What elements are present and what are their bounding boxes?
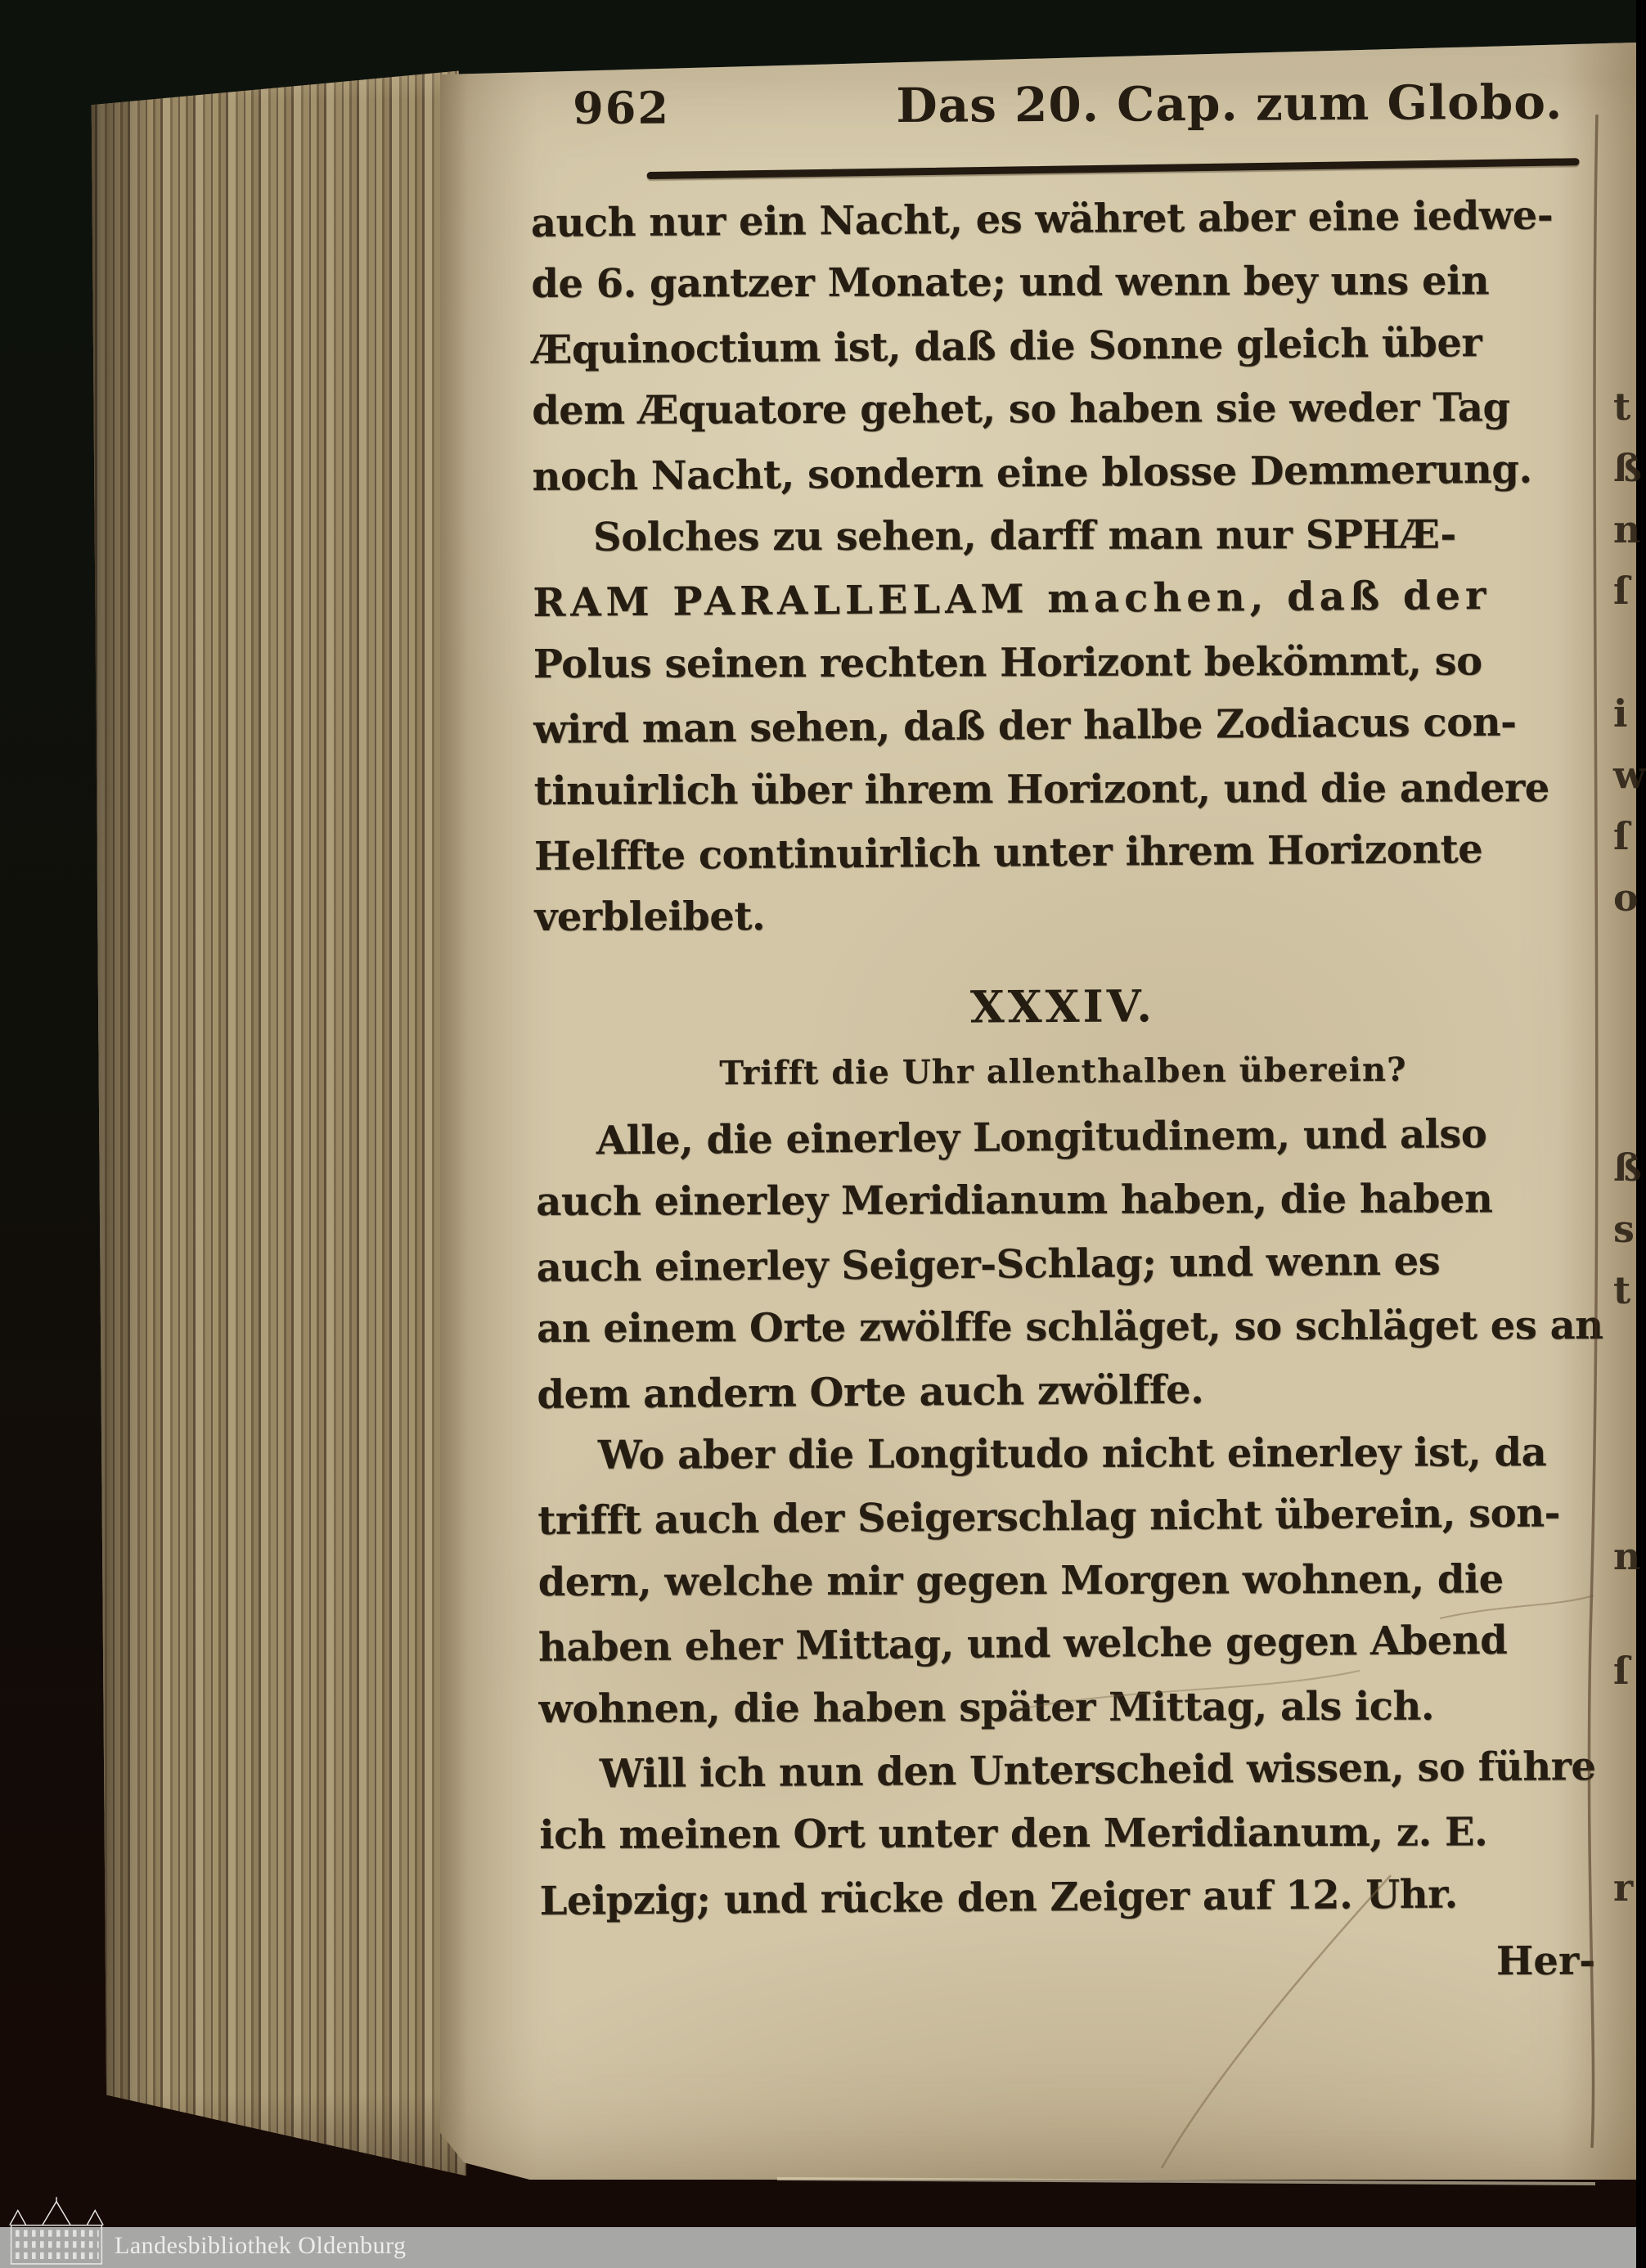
catchword: Her-: [1495, 1937, 1596, 1985]
text-line: ich meinen Ort unter den Meridianum, z. E.: [539, 1809, 1488, 1859]
letter-fragment: ſ: [1613, 1649, 1630, 1693]
text-line: Will ich nun den Unterscheid wissen, so führe: [599, 1743, 1596, 1798]
letter-fragment: w: [1613, 753, 1646, 797]
running-header-row: [530, 74, 1585, 136]
letter-fragment: t: [1613, 1268, 1631, 1312]
text-line: auch nur ein Nacht, es währet aber eine iedwe-: [530, 192, 1554, 246]
text-line: verbleibet.: [534, 893, 766, 941]
text-line: auch einerley Meridianum haben, die haben: [536, 1176, 1493, 1226]
running-header: Das 20. Cap. zum Globo.: [896, 74, 1563, 134]
text-line: dem andern Orte auch zwölffe.: [537, 1366, 1204, 1418]
letter-fragment: i: [1613, 691, 1628, 736]
section-question: Trifft die Uhr allenthalben überein?: [719, 1050, 1407, 1093]
letter-fragment: o: [1613, 875, 1639, 920]
text-line: Polus seinen rechten Horizont bekömmt, so: [533, 638, 1482, 687]
text-line: auch einerley Seiger-Schlag; und wenn es: [536, 1238, 1441, 1291]
text-line: wird man sehen, daß der halbe Zodiacus con-: [533, 699, 1517, 754]
text-line: dern, welche mir gegen Morgen wohnen, die: [537, 1556, 1504, 1605]
text-line: Alle, die einerley Longitudinem, und also: [596, 1111, 1487, 1164]
text-line: Æquinoctium ist, daß die Sonne gleich über: [531, 319, 1482, 373]
text-line: trifft auch der Seigerschlag nicht überein, son-: [537, 1490, 1561, 1545]
letter-fragment: t: [1613, 385, 1631, 429]
text-line: Wo aber die Longitudo nicht einerley ist, da: [597, 1429, 1547, 1478]
facing-page-letter-fragments: [1612, 0, 1646, 2268]
letter-fragment: n: [1613, 1534, 1641, 1578]
text-block-2: [536, 1111, 1603, 1941]
library-building-logo: [8, 2196, 105, 2266]
text-line: dem Æquatore gehet, so haben sie weder Tag: [532, 385, 1510, 434]
text-line: haben eher Mittag, und welche gegen Abend: [537, 1617, 1508, 1672]
letter-fragment: n: [1613, 507, 1641, 551]
text-line: RAM PARALLELAM machen, daß der: [533, 573, 1491, 627]
text-line: an einem Orte zwölffe schläget, so schläget es an: [536, 1303, 1603, 1352]
letter-fragment: ſ: [1613, 814, 1630, 858]
text-line: Leipzig; und rücke den Zeiger auf 12. Uhr.: [539, 1870, 1458, 1924]
library-name-label: Landesbibliothek Oldenburg: [115, 2232, 407, 2259]
book-fore-edge-stack: [82, 47, 466, 2178]
letter-fragment: s: [1613, 1207, 1635, 1251]
text-line: de 6. gantzer Monate; und wenn bey uns ein: [531, 258, 1490, 308]
section-number: XXXIV.: [969, 979, 1156, 1033]
text-block-1: [531, 194, 1590, 959]
text-line: noch Nacht, sondern eine blosse Demmerung.: [532, 446, 1532, 500]
text-line: wohnen, die haben später Mittag, als ich.: [538, 1683, 1435, 1732]
text-line: Helffte continuirlich unter ihrem Horizonte: [533, 826, 1483, 880]
letter-fragment: ß: [1613, 446, 1642, 490]
letter-fragment: r: [1613, 1865, 1634, 1910]
text-line: tinuirlich über ihrem Horizont, und die andere: [533, 764, 1549, 814]
text-line: Solches zu sehen, darff man nur SPHÆ-: [592, 511, 1456, 560]
letter-fragment: ß: [1613, 1145, 1642, 1190]
letter-fragment: ſ: [1613, 569, 1630, 613]
page-number: 962: [573, 81, 671, 135]
